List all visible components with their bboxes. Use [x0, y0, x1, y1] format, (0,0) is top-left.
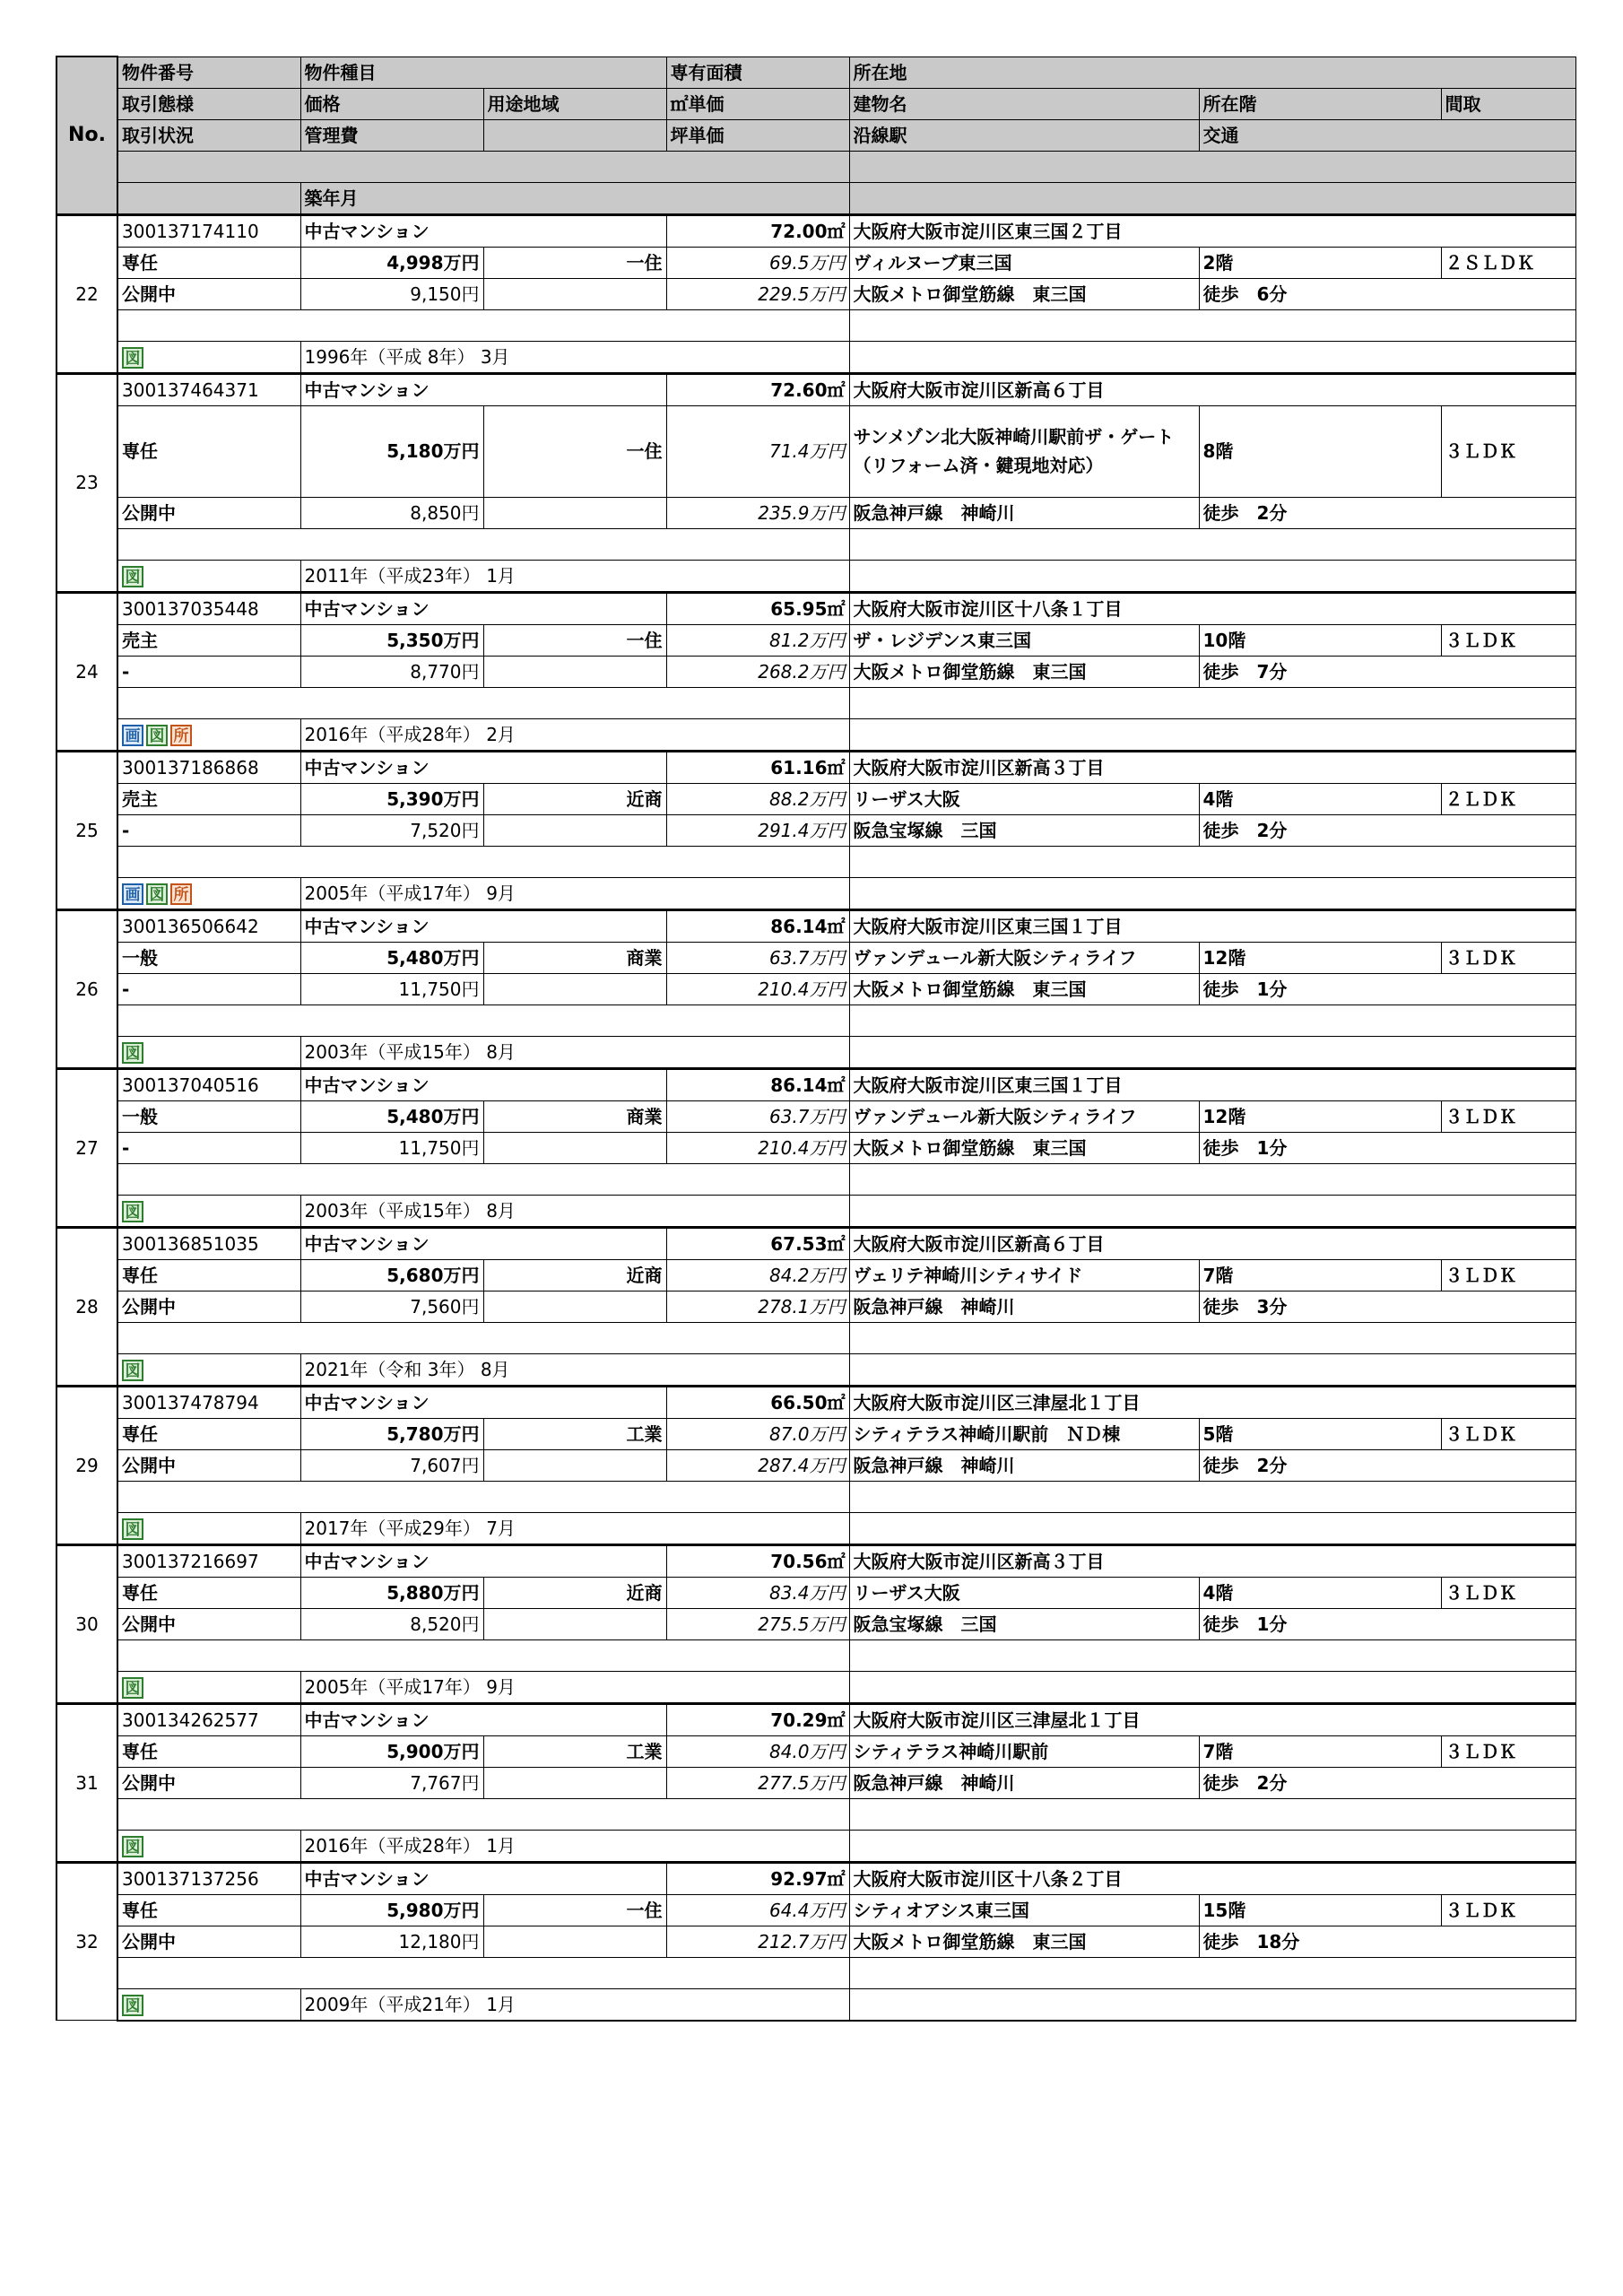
badge-cell — [117, 877, 300, 909]
building-name: ザ・レジデンス東三国 — [849, 624, 1199, 656]
status: 公開中 — [117, 497, 300, 528]
table-row — [56, 373, 1575, 592]
building-name: ヴァンデュール新大阪シティライフ — [849, 942, 1199, 973]
sqm-price: 87.0万円 — [666, 1418, 849, 1449]
built-date: 2021年（令和 3年） 8月 — [300, 1353, 849, 1386]
address: 大阪府大阪市淀川区東三国１丁目 — [849, 909, 1575, 942]
floor: 7階 — [1199, 1259, 1441, 1291]
floor-area: 70.29㎡ — [666, 1703, 849, 1735]
floor: 12階 — [1199, 942, 1441, 973]
floorplan-badge-icon[interactable]: 図 — [122, 1836, 143, 1857]
built-date: 2009年（平成21年） 1月 — [300, 1988, 849, 2021]
location-badge-icon[interactable]: 所 — [170, 883, 192, 905]
deal-type: 専任 — [117, 1735, 300, 1767]
built-date: 1996年（平成 8年） 3月 — [300, 341, 849, 373]
status: 公開中 — [117, 1926, 300, 1957]
tsubo-price: 268.2万円 — [666, 656, 849, 687]
zoning: 工業 — [483, 1735, 666, 1767]
badge-cell — [117, 1036, 300, 1068]
built-date: 2017年（平成29年） 7月 — [300, 1512, 849, 1544]
deal-type: 売主 — [117, 624, 300, 656]
management-fee: 11,750円 — [300, 1132, 483, 1163]
photo-badge-icon[interactable]: 画 — [122, 883, 143, 905]
header-zoning: 用途地域 — [483, 88, 666, 119]
floorplan-badge-icon[interactable]: 図 — [122, 347, 143, 369]
record-no: 24 — [56, 592, 117, 751]
floor-area: 72.00㎡ — [666, 214, 849, 247]
property-listing-sheet — [56, 56, 1575, 2022]
record-no: 23 — [56, 373, 117, 592]
property-type: 中古マンション — [300, 1862, 666, 1894]
property-number: 300137186868 — [117, 751, 300, 783]
property-type: 中古マンション — [300, 214, 666, 247]
zoning: 商業 — [483, 1100, 666, 1132]
line-station: 大阪メトロ御堂筋線 東三国 — [849, 1132, 1199, 1163]
property-number: 300137464371 — [117, 373, 300, 405]
property-number: 300137035448 — [117, 592, 300, 624]
address: 大阪府大阪市淀川区新高３丁目 — [849, 1544, 1575, 1577]
table-row — [56, 1068, 1575, 1227]
floor: 15階 — [1199, 1894, 1441, 1926]
floor-area: 86.14㎡ — [666, 909, 849, 942]
property-number: 300136851035 — [117, 1227, 300, 1259]
address: 大阪府大阪市淀川区東三国１丁目 — [849, 1068, 1575, 1100]
sqm-price: 69.5万円 — [666, 247, 849, 278]
property-number: 300136506642 — [117, 909, 300, 942]
header-building-name: 建物名 — [849, 88, 1199, 119]
management-fee: 11,750円 — [300, 973, 483, 1004]
building-name: サンメゾン北大阪神崎川駅前ザ・ゲート （リフォーム済・鍵現地対応） — [849, 405, 1199, 497]
deal-type: 専任 — [117, 1418, 300, 1449]
photo-badge-icon[interactable]: 画 — [122, 725, 143, 746]
management-fee: 7,607円 — [300, 1449, 483, 1481]
floorplan-badge-icon[interactable]: 図 — [122, 566, 143, 587]
management-fee: 7,767円 — [300, 1767, 483, 1798]
floorplan-badge-icon[interactable]: 図 — [122, 1677, 143, 1699]
building-name: リーザス大阪 — [849, 1577, 1199, 1608]
access: 徒歩 1分 — [1199, 1132, 1575, 1163]
floor: 10階 — [1199, 624, 1441, 656]
floorplan-badge-icon[interactable]: 図 — [146, 883, 168, 905]
zoning: 工業 — [483, 1418, 666, 1449]
floor-area: 92.97㎡ — [666, 1862, 849, 1894]
built-date: 2011年（平成23年） 1月 — [300, 560, 849, 592]
sqm-price: 88.2万円 — [666, 783, 849, 814]
layout: ３ＬＤＫ — [1441, 1259, 1575, 1291]
sqm-price: 83.4万円 — [666, 1577, 849, 1608]
floor: 4階 — [1199, 783, 1441, 814]
built-date: 2005年（平成17年） 9月 — [300, 877, 849, 909]
layout: ３ＬＤＫ — [1441, 1577, 1575, 1608]
built-date: 2005年（平成17年） 9月 — [300, 1671, 849, 1703]
header-line-station: 沿線駅 — [849, 119, 1199, 151]
property-number: 300137216697 — [117, 1544, 300, 1577]
property-type: 中古マンション — [300, 751, 666, 783]
address: 大阪府大阪市淀川区十八条１丁目 — [849, 592, 1575, 624]
status: - — [117, 1132, 300, 1163]
tsubo-price: 212.7万円 — [666, 1926, 849, 1957]
floorplan-badge-icon[interactable]: 図 — [122, 1360, 143, 1381]
price: 5,390万円 — [300, 783, 483, 814]
building-name: ヴァンデュール新大阪シティライフ — [849, 1100, 1199, 1132]
table-header — [56, 57, 1575, 214]
zoning: 一住 — [483, 1894, 666, 1926]
tsubo-price: 235.9万円 — [666, 497, 849, 528]
price: 5,900万円 — [300, 1735, 483, 1767]
table-row — [56, 1544, 1575, 1703]
property-type: 中古マンション — [300, 1703, 666, 1735]
tsubo-price: 277.5万円 — [666, 1767, 849, 1798]
deal-type: 一般 — [117, 1100, 300, 1132]
line-station: 大阪メトロ御堂筋線 東三国 — [849, 973, 1199, 1004]
location-badge-icon[interactable]: 所 — [170, 725, 192, 746]
table-row — [56, 214, 1575, 373]
record-no: 27 — [56, 1068, 117, 1227]
property-number: 300137478794 — [117, 1386, 300, 1418]
price: 5,680万円 — [300, 1259, 483, 1291]
sqm-price: 71.4万円 — [666, 405, 849, 497]
header-price: 価格 — [300, 88, 483, 119]
record-no: 26 — [56, 909, 117, 1068]
tsubo-price: 210.4万円 — [666, 973, 849, 1004]
floorplan-badge-icon[interactable]: 図 — [122, 1995, 143, 2016]
status: 公開中 — [117, 1608, 300, 1639]
header-address: 所在地 — [849, 57, 1575, 88]
management-fee: 8,850円 — [300, 497, 483, 528]
price: 5,880万円 — [300, 1577, 483, 1608]
property-type: 中古マンション — [300, 909, 666, 942]
floor: 12階 — [1199, 1100, 1441, 1132]
deal-type: 売主 — [117, 783, 300, 814]
tsubo-price: 278.1万円 — [666, 1291, 849, 1322]
table-row — [56, 592, 1575, 751]
record-no: 29 — [56, 1386, 117, 1544]
table-row — [56, 1862, 1575, 2021]
line-station: 阪急神戸線 神崎川 — [849, 1449, 1199, 1481]
badge-cell — [117, 560, 300, 592]
table-row — [56, 1227, 1575, 1386]
zoning: 近商 — [483, 1577, 666, 1608]
zoning: 一住 — [483, 405, 666, 497]
header-property-type: 物件種目 — [300, 57, 666, 88]
header-area: 専有面積 — [666, 57, 849, 88]
tsubo-price: 210.4万円 — [666, 1132, 849, 1163]
badge-cell — [117, 718, 300, 751]
record-no: 22 — [56, 214, 117, 373]
price: 5,180万円 — [300, 405, 483, 497]
zoning: 近商 — [483, 783, 666, 814]
layout: ２ＳＬＤＫ — [1441, 247, 1575, 278]
sqm-price: 81.2万円 — [666, 624, 849, 656]
header-management-fee: 管理費 — [300, 119, 483, 151]
badge-cell — [117, 1195, 300, 1227]
property-number: 300137040516 — [117, 1068, 300, 1100]
line-station: 大阪メトロ御堂筋線 東三国 — [849, 656, 1199, 687]
built-date: 2003年（平成15年） 8月 — [300, 1195, 849, 1227]
deal-type: 専任 — [117, 405, 300, 497]
record-no: 25 — [56, 751, 117, 909]
tsubo-price: 229.5万円 — [666, 278, 849, 309]
floor: 4階 — [1199, 1577, 1441, 1608]
status: 公開中 — [117, 1291, 300, 1322]
header-sqm-price: ㎡単価 — [666, 88, 849, 119]
address: 大阪府大阪市淀川区新高６丁目 — [849, 373, 1575, 405]
floor-area: 61.16㎡ — [666, 751, 849, 783]
deal-type: 専任 — [117, 247, 300, 278]
floor-area: 66.50㎡ — [666, 1386, 849, 1418]
tsubo-price: 287.4万円 — [666, 1449, 849, 1481]
management-fee: 8,520円 — [300, 1608, 483, 1639]
layout: ２ＬＤＫ — [1441, 783, 1575, 814]
line-station: 大阪メトロ御堂筋線 東三国 — [849, 1926, 1199, 1957]
property-number: 300137137256 — [117, 1862, 300, 1894]
badge-cell — [117, 1830, 300, 1862]
built-date: 2016年（平成28年） 2月 — [300, 718, 849, 751]
sqm-price: 84.0万円 — [666, 1735, 849, 1767]
sqm-price: 63.7万円 — [666, 942, 849, 973]
header-deal-type: 取引態様 — [117, 88, 300, 119]
line-station: 大阪メトロ御堂筋線 東三国 — [849, 278, 1199, 309]
record-no: 31 — [56, 1703, 117, 1862]
price: 5,350万円 — [300, 624, 483, 656]
line-station: 阪急神戸線 神崎川 — [849, 1767, 1199, 1798]
table-row — [56, 751, 1575, 909]
access: 徒歩 2分 — [1199, 1449, 1575, 1481]
address: 大阪府大阪市淀川区新高６丁目 — [849, 1227, 1575, 1259]
badge-cell — [117, 1671, 300, 1703]
property-table — [56, 56, 1576, 2022]
header-tsubo-price: 坪単価 — [666, 119, 849, 151]
deal-type: 専任 — [117, 1259, 300, 1291]
floor: 8階 — [1199, 405, 1441, 497]
price: 5,480万円 — [300, 942, 483, 973]
zoning: 一住 — [483, 624, 666, 656]
layout: ３ＬＤＫ — [1441, 1100, 1575, 1132]
floor: 7階 — [1199, 1735, 1441, 1767]
building-name: シティテラス神崎川駅前 — [849, 1735, 1199, 1767]
property-type: 中古マンション — [300, 1386, 666, 1418]
header-layout: 間取 — [1441, 88, 1575, 119]
management-fee: 9,150円 — [300, 278, 483, 309]
floor: 5階 — [1199, 1418, 1441, 1449]
floorplan-badge-icon[interactable]: 図 — [146, 725, 168, 746]
header-status: 取引状況 — [117, 119, 300, 151]
zoning: 一住 — [483, 247, 666, 278]
access: 徒歩 1分 — [1199, 973, 1575, 1004]
floor-area: 70.56㎡ — [666, 1544, 849, 1577]
building-name: シティオアシス東三国 — [849, 1894, 1199, 1926]
floorplan-badge-icon[interactable]: 図 — [122, 1518, 143, 1540]
floor-area: 86.14㎡ — [666, 1068, 849, 1100]
property-number: 300137174110 — [117, 214, 300, 247]
tsubo-price: 275.5万円 — [666, 1608, 849, 1639]
address: 大阪府大阪市淀川区東三国２丁目 — [849, 214, 1575, 247]
tsubo-price: 291.4万円 — [666, 814, 849, 846]
record-no: 28 — [56, 1227, 117, 1386]
header-property-number: 物件番号 — [117, 57, 300, 88]
header-built-date: 築年月 — [300, 182, 849, 214]
access: 徒歩 2分 — [1199, 1767, 1575, 1798]
access: 徒歩 6分 — [1199, 278, 1575, 309]
status: 公開中 — [117, 278, 300, 309]
floor-area: 67.53㎡ — [666, 1227, 849, 1259]
line-station: 阪急宝塚線 三国 — [849, 1608, 1199, 1639]
address: 大阪府大阪市淀川区三津屋北１丁目 — [849, 1386, 1575, 1418]
badge-cell — [117, 1512, 300, 1544]
price: 5,480万円 — [300, 1100, 483, 1132]
floorplan-badge-icon[interactable]: 図 — [122, 1201, 143, 1222]
built-date: 2016年（平成28年） 1月 — [300, 1830, 849, 1862]
table-row — [56, 1703, 1575, 1862]
deal-type: 専任 — [117, 1577, 300, 1608]
floorplan-badge-icon[interactable]: 図 — [122, 1042, 143, 1064]
status: - — [117, 656, 300, 687]
record-no: 30 — [56, 1544, 117, 1703]
deal-type: 一般 — [117, 942, 300, 973]
building-name: ヴェリテ神崎川シティサイド — [849, 1259, 1199, 1291]
deal-type: 専任 — [117, 1894, 300, 1926]
table-row — [56, 1386, 1575, 1544]
building-name: リーザス大阪 — [849, 783, 1199, 814]
building-name: シティテラス神崎川駅前 ＮＤ棟 — [849, 1418, 1199, 1449]
access: 徒歩 2分 — [1199, 814, 1575, 846]
building-name: ヴィルヌーブ東三国 — [849, 247, 1199, 278]
management-fee: 12,180円 — [300, 1926, 483, 1957]
price: 5,980万円 — [300, 1894, 483, 1926]
zoning: 商業 — [483, 942, 666, 973]
layout: ３ＬＤＫ — [1441, 1894, 1575, 1926]
property-type: 中古マンション — [300, 1544, 666, 1577]
line-station: 阪急神戸線 神崎川 — [849, 497, 1199, 528]
status: - — [117, 973, 300, 1004]
access: 徒歩 7分 — [1199, 656, 1575, 687]
header-no: No. — [56, 57, 117, 214]
property-number: 300134262577 — [117, 1703, 300, 1735]
built-date: 2003年（平成15年） 8月 — [300, 1036, 849, 1068]
sqm-price: 64.4万円 — [666, 1894, 849, 1926]
floor: 2階 — [1199, 247, 1441, 278]
sqm-price: 84.2万円 — [666, 1259, 849, 1291]
table-row — [56, 909, 1575, 1068]
badge-cell — [117, 341, 300, 373]
access: 徒歩 2分 — [1199, 497, 1575, 528]
management-fee: 8,770円 — [300, 656, 483, 687]
management-fee: 7,520円 — [300, 814, 483, 846]
badge-cell — [117, 1353, 300, 1386]
layout: ３ＬＤＫ — [1441, 942, 1575, 973]
layout: ３ＬＤＫ — [1441, 405, 1575, 497]
line-station: 阪急神戸線 神崎川 — [849, 1291, 1199, 1322]
layout: ３ＬＤＫ — [1441, 624, 1575, 656]
access: 徒歩 1分 — [1199, 1608, 1575, 1639]
header-access: 交通 — [1199, 119, 1575, 151]
address: 大阪府大阪市淀川区新高３丁目 — [849, 751, 1575, 783]
layout: ３ＬＤＫ — [1441, 1418, 1575, 1449]
address: 大阪府大阪市淀川区十八条２丁目 — [849, 1862, 1575, 1894]
property-type: 中古マンション — [300, 1068, 666, 1100]
management-fee: 7,560円 — [300, 1291, 483, 1322]
header-floor: 所在階 — [1199, 88, 1441, 119]
price: 4,998万円 — [300, 247, 483, 278]
record-no: 32 — [56, 1862, 117, 2021]
status: 公開中 — [117, 1449, 300, 1481]
zoning: 近商 — [483, 1259, 666, 1291]
status: - — [117, 814, 300, 846]
property-type: 中古マンション — [300, 592, 666, 624]
access: 徒歩 3分 — [1199, 1291, 1575, 1322]
floor-area: 65.95㎡ — [666, 592, 849, 624]
property-type: 中古マンション — [300, 373, 666, 405]
sqm-price: 63.7万円 — [666, 1100, 849, 1132]
property-type: 中古マンション — [300, 1227, 666, 1259]
access: 徒歩 18分 — [1199, 1926, 1575, 1957]
address: 大阪府大阪市淀川区三津屋北１丁目 — [849, 1703, 1575, 1735]
badge-cell — [117, 1988, 300, 2021]
line-station: 阪急宝塚線 三国 — [849, 814, 1199, 846]
layout: ３ＬＤＫ — [1441, 1735, 1575, 1767]
price: 5,780万円 — [300, 1418, 483, 1449]
floor-area: 72.60㎡ — [666, 373, 849, 405]
status: 公開中 — [117, 1767, 300, 1798]
